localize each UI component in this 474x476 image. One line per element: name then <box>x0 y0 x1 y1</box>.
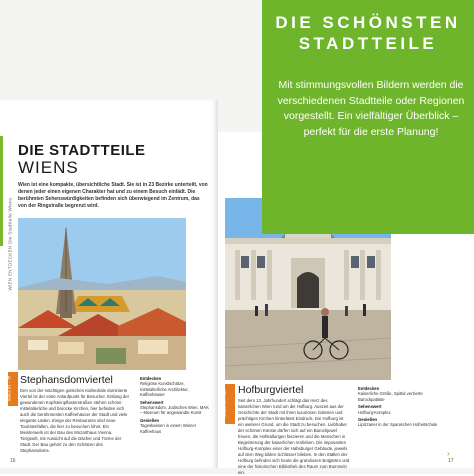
next-page-arrow-icon: › <box>447 449 450 458</box>
sehenswert-text-left: Stephansdom, Jüdisches Wien, MAK – Museum für angewandte Kunst <box>140 405 209 416</box>
geniessen-label-right: Genießen <box>358 417 378 423</box>
banner-heading <box>262 12 474 54</box>
stephansdom-photo <box>18 218 186 370</box>
geniessen-text-left: Tageskaesen in einem Wiener Kaffeehaus <box>140 423 197 434</box>
page-number-right: 17 <box>448 458 454 464</box>
district-tag-left <box>8 372 18 406</box>
district-tag-right-label: Seiten 90 – 111 <box>222 389 228 418</box>
sehenswert-label-left: Sehenswert <box>140 399 164 405</box>
banner-heading-line-2: STADTTEILE <box>298 34 438 53</box>
entdecken-text-left: Religiöse Kunstschätze, mittelalterliche Architektur, Kaffeehäuser <box>140 381 189 398</box>
banner-description: Mit stimmungsvollen Bildern werden die verschiedenen Stadtteile oder Regionen vorgestellt. Ein vielfältiger Überblick – perfekt für die erste Planung! <box>277 79 465 138</box>
entdecken-label-right: Entdecken <box>358 386 380 391</box>
geniessen-label-left: Genießen <box>140 417 160 423</box>
side-tab-label: WIEN ENTDECKEN Die Stadtteile Wiens <box>7 197 13 291</box>
title-line-1: DIE STADTTEILE <box>18 142 146 159</box>
stephansdom-illustration <box>18 218 186 370</box>
left-side-tab <box>4 132 12 292</box>
entdecken-label-left: Entdecken <box>140 376 162 381</box>
district-name-right: Hofburgviertel <box>238 384 304 396</box>
district-text-left: Den von der mächtigen gotischen Kathedrale dominierte Viertel ist der erste Anlaufpunkt für Besucher. Entlang der gewundenen Kopfsteinpflasterstraßen stehen schöne mittelalterliche und barocke Kirchen, hier befinden sich auch die berühmtesten Kaffeehäuser der Stadt und viele elegante Läden. Einige der Restaurants sind neue Touristenfallen, die hier zu besuchen lohnt. Ein Meisterwerk ist der Bau des Mozarthaus Vienna. Tiergeeilt, mit Aussicht auf die Dächer und Türme der Stadt. Der Bau gehört zu den Schätzen des Stephansdoms. <box>20 388 130 453</box>
district-name-left: Stephansdomviertel <box>20 374 113 386</box>
title-line-2: WIENS <box>18 158 79 177</box>
banner-heading-line-1: DIE SCHÖNSTEN <box>275 13 461 32</box>
left-accent-bar <box>0 136 3 246</box>
district-tag-left-label: Seiten 61 – 75 <box>6 375 12 402</box>
district-facts-right <box>358 386 438 428</box>
district-tag-right <box>222 384 235 424</box>
feature-banner <box>262 0 474 234</box>
intro-paragraph: Wien ist eine kompakte, übersichtliche Stadt. Sie ist in 23 Bezirke unterteilt, von denen jeder einen eigenen Charakter hat und zu einem Besuch einlädt. Die berühmten Sehenswürdigkeiten befinden sich überwiegend im Zentrum, das von der Ringstraße begrenzt wird. <box>18 182 208 209</box>
page-number-left: 16 <box>10 458 16 464</box>
district-text-right: Seit dem 13. Jahrhundert schlägt das Herz des kaiserlichen Wien rund um die Hofburg. Auszeit aus der Geschichte der Stadt mit ihren luxuriösen Galerien und prächtigen Kirchen hinterlässt Eindruck. Die Hofburg ist ein weiterer Grund, um die Stadt zu besuchen. Liebhaber der schönen Künste dürfen sich auf ein Barockjuwel freuen, die Hofstallungen faszieren und die Menschen in Begeisterung der kaiserlichen Vorlieben. Die imposanten Hofburg-Komplex einer der Habsburger Gebäude, jeweils auf dem Weg bilden Schlösser blieben. In den Ställen der Hofburg befinden sich heute die grandiosen Botgärten und eine der historischen Bibliothek des Raum zum Bummeln ein. <box>238 398 350 475</box>
sehenswert-label-right: Sehenswert <box>358 404 382 410</box>
sehenswert-text-right: Hofburg-Komplex <box>358 409 391 415</box>
entdecken-text-right: Kaiserliche Größe, Spittal verzierte Barockpaläste <box>358 391 423 402</box>
district-facts-left <box>140 376 210 434</box>
page-title <box>18 142 146 178</box>
geniessen-text-right: Lipizzaner in der Spanischen Hofreitschule <box>358 422 438 428</box>
